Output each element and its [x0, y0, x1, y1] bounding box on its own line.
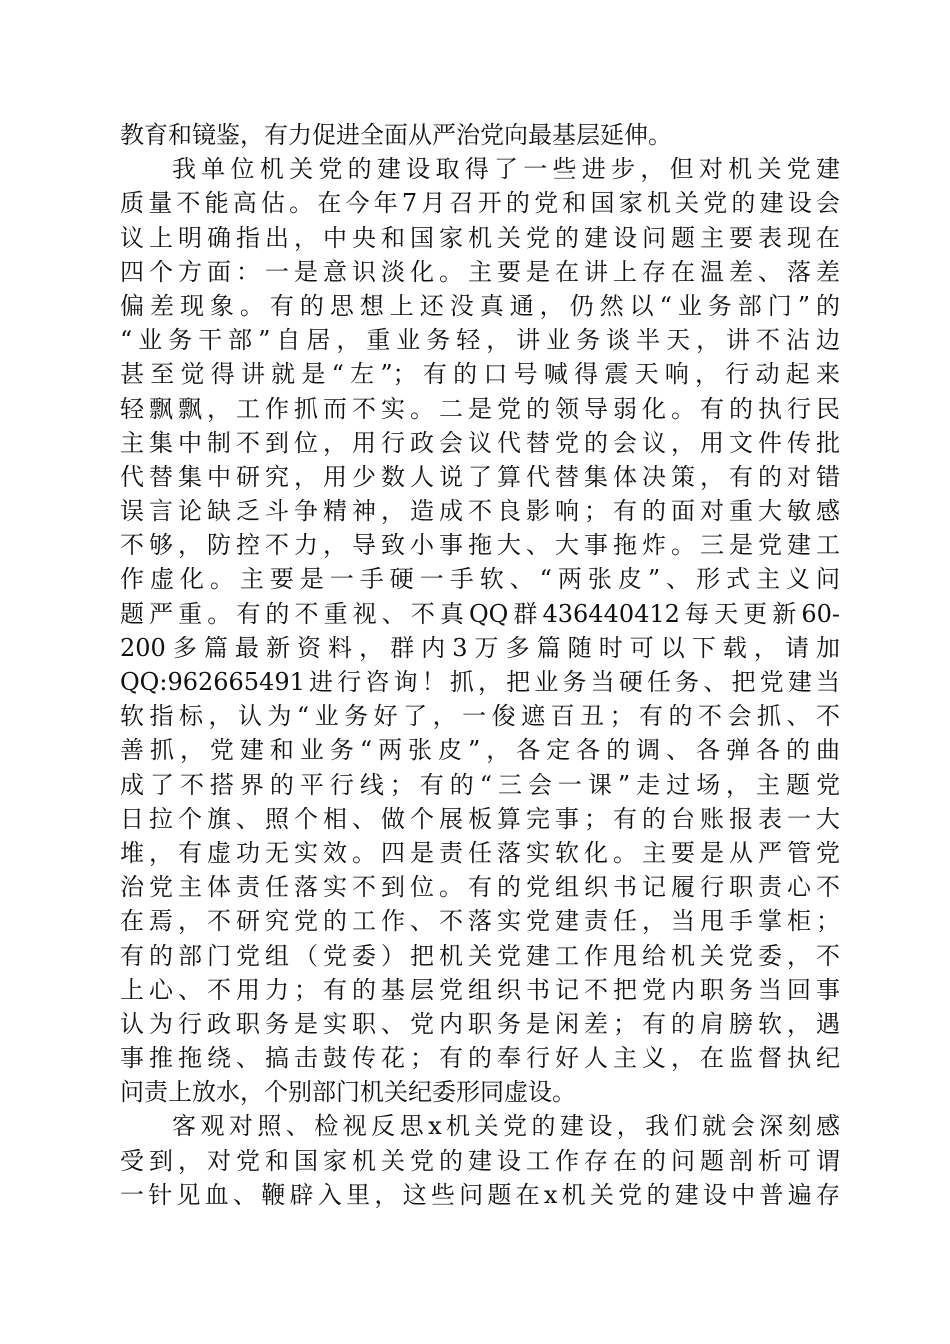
paragraph-line: 堆，有虚功无实效。四是责任落实软化。主要是从严管党	[120, 838, 840, 867]
paragraph-line: 教育和镜鉴，有力促进全面从严治党向最基层延伸。	[120, 121, 672, 149]
paragraph-line: 受到，对党和国家机关党的建设工作存在的问题剖析可谓	[120, 1146, 840, 1175]
paragraph-line: 成了不搭界的平行线；有的“三会一课”走过场，主题党	[120, 770, 840, 799]
paragraph-line: 客观对照、检视反思x机关党的建设，我们就会深刻感	[172, 1112, 840, 1141]
paragraph-line: 事推拖绕、搞击鼓传花；有的奉行好人主义，在监督执纪	[120, 1044, 840, 1073]
paragraph-line: 作虚化。主要是一手硬一手软、“两张皮”、形式主义问	[120, 565, 840, 594]
paragraph-line: 不够，防控不力，导致小事拖大、大事拖炸。三是党建工	[120, 531, 840, 560]
paragraph-line: 上心、不用力；有的基层党组织书记不把党内职务当回事	[120, 975, 840, 1004]
document-body	[120, 118, 840, 1212]
paragraph-line: 在焉，不研究党的工作、不落实党建责任，当甩手掌柜；	[120, 907, 840, 936]
paragraph-line: “业务干部”自居，重业务轻，讲业务谈半天，讲不沾边	[120, 326, 840, 355]
paragraph-line: 一针见血、鞭辟入里，这些问题在x机关党的建设中普遍存	[120, 1180, 840, 1209]
paragraph-line: 日拉个旗、照个相、做个展板算完事；有的台账报表一大	[120, 804, 840, 833]
paragraph-line: 软指标，认为“业务好了，一俊遮百丑；有的不会抓、不	[120, 702, 840, 731]
paragraph-line: 四个方面：一是意识淡化。主要是在讲上存在温差、落差	[120, 257, 840, 286]
paragraph-line: 题严重。有的不重视、不真QQ群436440412每天更新60-	[120, 599, 840, 628]
paragraph-line: 议上明确指出，中央和国家机关党的建设问题主要表现在	[120, 223, 840, 252]
paragraph-line: 有的部门党组（党委）把机关党建工作甩给机关党委，不	[120, 941, 840, 970]
paragraph-line: 甚至觉得讲就是“左”；有的口号喊得震天响，行动起来	[120, 360, 840, 389]
paragraph-line: 治党主体责任落实不到位。有的党组织书记履行职责心不	[120, 873, 840, 902]
paragraph-line: 质量不能高估。在今年7月召开的党和国家机关党的建设会	[120, 189, 840, 218]
paragraph-line: 代替集中研究，用少数人说了算代替集体决策，有的对错	[120, 462, 840, 491]
paragraph-line: 认为行政职务是实职、党内职务是闲差；有的肩膀软，遇	[120, 1009, 840, 1038]
paragraph-line: 偏差现象。有的思想上还没真通，仍然以“业务部门”的	[120, 291, 840, 320]
paragraph-line: 主集中制不到位，用行政会议代替党的会议，用文件传批	[120, 428, 840, 457]
paragraph-line: 轻飘飘，工作抓而不实。二是党的领导弱化。有的执行民	[120, 394, 840, 423]
paragraph-line: 我单位机关党的建设取得了一些进步，但对机关党建	[172, 155, 840, 184]
paragraph-line: 误言论缺乏斗争精神，造成不良影响；有的面对重大敏感	[120, 497, 840, 526]
paragraph-line: 善抓，党建和业务“两张皮”，各定各的调、各弹各的曲	[120, 736, 840, 765]
paragraph-line: 问责上放水，个别部门机关纪委形同虚设。	[120, 1078, 576, 1107]
paragraph-line: QQ:962665491进行咨询！抓，把业务当硬任务、把党建当	[120, 668, 840, 696]
paragraph-line: 200多篇最新资料，群内3万多篇随时可以下载，请加	[120, 633, 840, 662]
